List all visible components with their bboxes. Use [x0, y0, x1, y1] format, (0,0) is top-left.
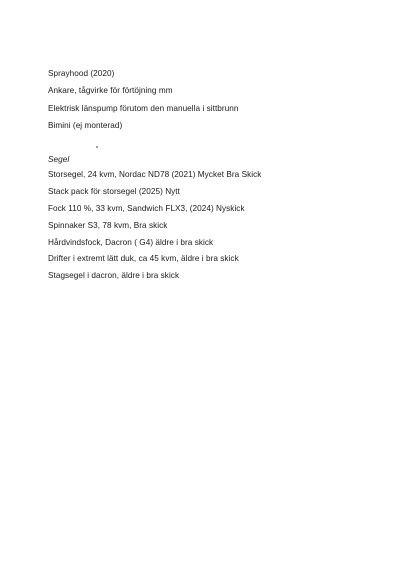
- sail-item-jib: Fock 110 %, 33 kvm, Sandwich FLX3, (2024) Nyskick: [48, 204, 245, 213]
- equipment-item-bimini: Bimini (ej monterad): [48, 121, 123, 130]
- sail-item-storm-jib: Hårdvindsfock, Dacron ( G4) äldre i bra skick: [48, 238, 214, 247]
- sail-item-stack-pack: Stack pack för storsegel (2025) Nytt: [48, 187, 180, 196]
- equipment-item-bilge-pump: Elektrisk länspump förutom den manuella i sittbrunn: [48, 104, 239, 113]
- section-heading-sails: Segel: [48, 155, 70, 164]
- sail-item-mainsail: Storsegel, 24 kvm, Nordac ND78 (2021) Mycket Bra Skick: [48, 170, 262, 179]
- scan-speck: [96, 146, 98, 148]
- sail-item-spinnaker: Spinnaker S3, 78 kvm, Bra skick: [48, 221, 168, 230]
- sail-item-staysail: Stagsegel i dacron, äldre i bra skick: [48, 271, 180, 280]
- equipment-item-anchor: Ankare, tågvirke för förtöjning mm: [48, 86, 173, 95]
- sail-item-drifter: Drifter i extremt lätt duk, ca 45 kvm, äldre i bra skick: [48, 254, 239, 263]
- equipment-item-sprayhood: Sprayhood (2020): [48, 69, 115, 78]
